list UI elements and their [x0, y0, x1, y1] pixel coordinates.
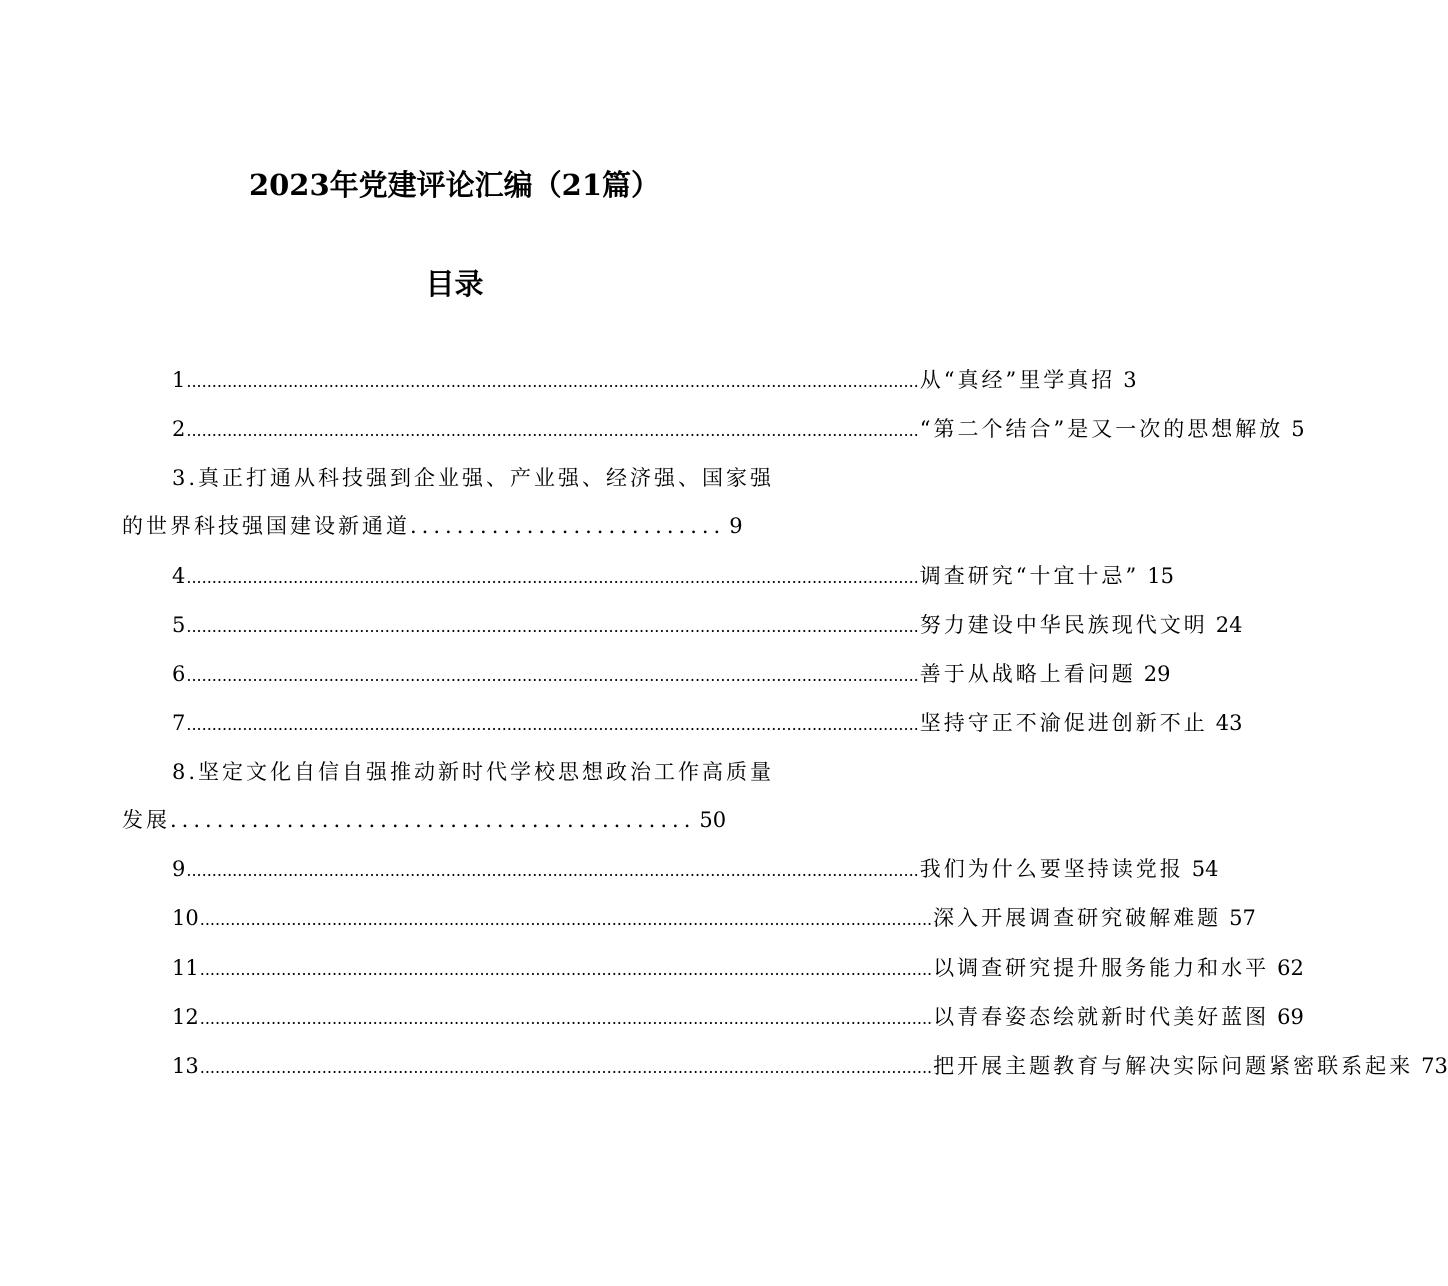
toc-entry-line2[interactable]	[122, 805, 788, 835]
toc-entry-number: 4	[172, 564, 186, 588]
toc-entry-number: 9	[172, 857, 186, 881]
toc-entry-page: 29	[1143, 662, 1171, 686]
toc-leader-dots: .............................................	[170, 808, 696, 832]
toc-entry-page: 43	[1215, 711, 1243, 735]
toc-entry-number: 12	[172, 1005, 199, 1029]
toc-leader-dots: ................................................................................................................................................	[186, 715, 919, 734]
toc-leader-dots: ................................................................................................................................................	[186, 372, 919, 391]
toc-entry[interactable]	[172, 953, 1304, 985]
toc-entry-page: 54	[1191, 857, 1219, 881]
toc-leader-dots: ................................................................................................................................................	[186, 421, 919, 440]
toc-entry-title: 深入开展调查研究破解难题	[933, 906, 1222, 930]
toc-entry-title: “第二个结合”是又一次的思想解放	[919, 417, 1284, 441]
toc-entry-line1[interactable]	[172, 757, 788, 787]
toc-entry-number: 5	[172, 613, 186, 637]
toc-leader-dots: ................................................................................................................................................	[186, 617, 919, 636]
toc-leader-dots: ................................................................................................................................................	[186, 568, 919, 587]
toc-entry-number: 13	[172, 1054, 199, 1078]
toc-entry[interactable]	[172, 414, 1305, 446]
toc-entry[interactable]	[172, 1051, 1448, 1083]
toc-heading: 目录	[425, 267, 484, 301]
toc-entry-title: 真正打通从科技强到企业强、产业强、经济强、国家强	[198, 466, 775, 490]
toc-entry-title: 把开展主题教育与解决实际问题紧密联系起来	[933, 1054, 1414, 1078]
toc-entry-title: 坚持守正不渝促进创新不止	[919, 711, 1208, 735]
toc-entry-title: 以调查研究提升服务能力和水平	[933, 956, 1270, 980]
toc-entry-title: 善于从战略上看问题	[919, 662, 1136, 686]
toc-leader-dots: ................................................................................................................................................	[199, 1009, 933, 1028]
toc-entry-title-continued: 发展	[122, 808, 170, 832]
toc-entry-page: 24	[1215, 613, 1243, 637]
toc-entry-number: 8.	[172, 760, 199, 784]
toc-entry-page: 15	[1147, 564, 1174, 588]
toc-entry-title: 调查研究“十宜十忌”	[919, 564, 1140, 588]
toc-entry-page: 3	[1123, 368, 1137, 392]
toc-entry-page: 9	[729, 514, 743, 538]
toc-entry-page: 62	[1277, 956, 1304, 980]
toc-entry-title: 以青春姿态绘就新时代美好蓝图	[933, 1005, 1270, 1029]
toc-entry-page: 57	[1229, 906, 1256, 930]
toc-entry[interactable]	[172, 659, 1171, 691]
toc-leader-dots: ................................................................................................................................................	[186, 861, 919, 880]
toc-entry-number: 11	[172, 956, 199, 980]
toc-entry-number: 1	[172, 368, 186, 392]
toc-entry-title: 我们为什么要坚持读党报	[919, 857, 1184, 881]
toc-entry-title-continued: 的世界科技强国建设新通道	[122, 514, 410, 538]
toc-entry[interactable]	[172, 561, 1174, 593]
toc-entry-page: 5	[1291, 417, 1305, 441]
toc-entry-number: 3.	[172, 466, 199, 490]
toc-leader-dots: ................................................................................................................................................	[199, 960, 933, 979]
toc-entry-title: 从“真经”里学真招	[919, 368, 1116, 392]
toc-entry-number: 6	[172, 662, 186, 686]
toc-entry-number: 7	[172, 711, 186, 735]
toc-entry-number: 10	[172, 906, 199, 930]
toc-entry[interactable]	[172, 365, 1137, 397]
toc-entry-title: 努力建设中华民族现代文明	[919, 613, 1208, 637]
toc-entry-title: 坚定文化自信自强推动新时代学校思想政治工作高质量	[198, 760, 775, 784]
toc-entry[interactable]	[172, 610, 1243, 642]
document-title: 2023年党建评论汇编（21篇）	[248, 168, 661, 202]
toc-entry-number: 2	[172, 417, 186, 441]
toc-leader-dots: ................................................................................................................................................	[186, 666, 919, 685]
toc-entry[interactable]	[172, 854, 1219, 886]
toc-leader-dots: ...........................	[410, 514, 726, 538]
toc-entry-page: 50	[699, 808, 727, 832]
toc-entry[interactable]	[172, 903, 1256, 935]
toc-entry-page: 73	[1421, 1054, 1448, 1078]
toc-leader-dots: ................................................................................................................................................	[199, 910, 933, 929]
toc-entry-line1[interactable]	[172, 463, 788, 493]
toc-entry[interactable]	[172, 708, 1243, 740]
toc-leader-dots: ................................................................................................................................................	[199, 1058, 933, 1077]
toc-entry-line2[interactable]	[122, 511, 788, 541]
toc-entry[interactable]	[172, 1002, 1304, 1034]
toc-entry-page: 69	[1277, 1005, 1304, 1029]
